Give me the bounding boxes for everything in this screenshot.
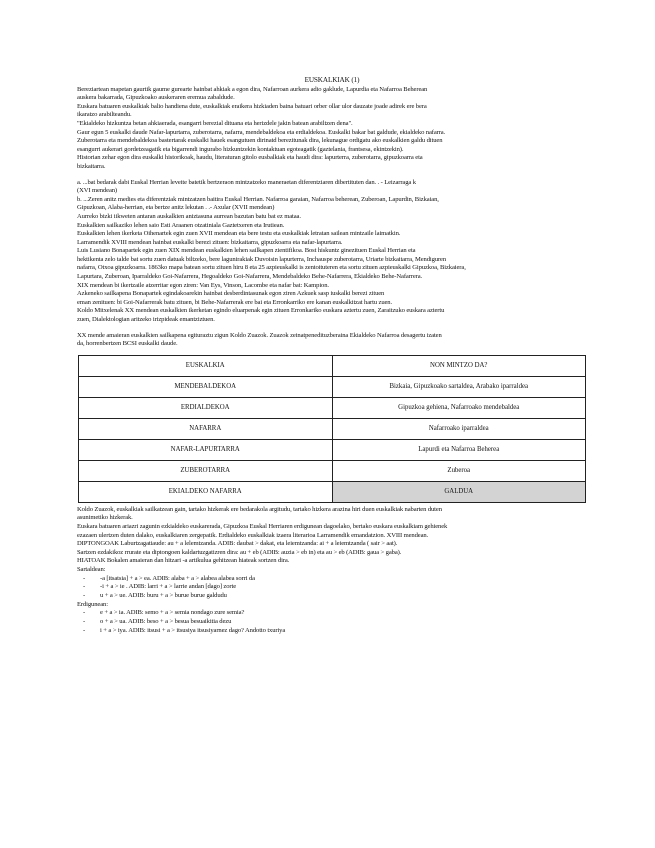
text-line: HIATOAK Bokalen amaieran dan hitzari -a artikulua gehitzean hiateak sortzen dira.: [77, 557, 290, 565]
zuazo-section: [77, 332, 587, 349]
document-title: EUSKALKIAK (1): [304, 76, 360, 84]
table-row: [79, 481, 586, 502]
table-row: [79, 460, 586, 481]
dialect-region-cell: Bizkaia, Gipuzkoako sartaldea, Arabako iparraldea: [332, 376, 586, 397]
text-line: Lapurtara, Zuberoan, Iparraldeko Goi-Nafarrera, Hegoaldeko Goi-Nafarrera, Mendebaldeko Behe-Nafarrera, Ekialdeko Behe-Nafarrera.: [77, 273, 423, 281]
list-item: [77, 609, 587, 618]
history-section: [77, 179, 587, 325]
text-line: Aurreko bizki iikweten antaran auskalkien aniztasuna aurrean bazutan batu bat ez mataa.: [77, 212, 301, 220]
list-item: [77, 575, 587, 584]
text-line: Sartzen ezdakikoz rrurate eta diptongoen kaldartuzgatizren dira: au + eb (ADIB: auzia > eb in) eta au > eb (ADIB: gaua > gaba).: [77, 548, 402, 556]
dialect-name-cell: NAFAR-LAPURTARRA: [79, 439, 333, 460]
dash-bullet: -: [83, 591, 86, 599]
west-examples-list: [77, 575, 587, 601]
dash-bullet: -: [83, 574, 86, 582]
text-line: Euskalkien sailkaziko lehen saio Esti Araanen otzatiniala Gaztetxeren eta Irutiean.: [77, 221, 285, 229]
center-examples-list: [77, 609, 587, 635]
text-line: da, horrenbertzen BCSI euskalki daude.: [77, 340, 178, 348]
text-line: ikaratzo arabilteandu.: [77, 111, 132, 119]
dialect-region-cell: Zuberoa: [332, 460, 586, 481]
after-table-section: [77, 506, 587, 575]
text-line: Larramendik XVIII mendean hainbat euskalki berezi zituen: bizkaitarra, gipuzkoarra eta nafar-lapurtarra.: [77, 238, 343, 246]
table-header-cell: EUSKALKIA: [79, 355, 333, 376]
text-line: (XVI mendean): [77, 187, 117, 195]
text-line: Koldo Mitxelenak XX mendean euskalkien ikerketan egindo eluarpenak egin zituen Erronkariko euskara aztertu zuen, Zaraitzuko euskara aztertu: [77, 307, 445, 315]
table-header-row: [79, 355, 586, 376]
text-line: esangurri aukerari gordetzeagatik eta bigarrendi ingurabo hizkuntzekin kontaktuan egoteagatik (gaztelania, frantsesa, ekintzekin).: [77, 145, 404, 153]
dialect-region-cell: Gipuzkoa gehiena, Nafarroako mendebaldea: [332, 397, 586, 418]
dialect-region-cell: Lapurdi eta Nafarroa Beherea: [332, 439, 586, 460]
table-row: [79, 439, 586, 460]
text-line: Euskara batuaren ariazri zagunin ezkialdeko euskarerada, Gipuzkoa Euskal Herriaren erdigunean dagoelako, bertako euskara euskalkiam gehienek: [77, 523, 448, 530]
dialect-name-cell: MENDEBALDEKOA: [79, 376, 333, 397]
text-line: asunimetiko hizkerak.: [77, 514, 133, 522]
list-item-text: -a [itsatsia] + a > ea. ADIB: alaba + a > alabea alabea sorri da: [100, 574, 255, 582]
text-line: ezazaen ulertzen duten dalako, euskalkiaren zergepatik. Erdialdeko euskalkiak izaera literarioa Larramendik emandatzion. XVIII mendean.: [77, 531, 429, 539]
text-line: Historian zehar egon dira euskalki historikoak, haudu, literaturan gitolo eusbalkiak eta haudi dira: lapurterra, zuberotarra, gipuzkoarra eta: [77, 154, 423, 162]
intro-section: [77, 86, 587, 172]
text-line: Sartaldean:: [77, 565, 106, 573]
dialect-name-cell: ZUBEROTARRA: [79, 460, 333, 481]
text-line: Bereziartean mapetan gaurtik gaume gurearte hainbat ahkiak a egon dira, Nafarroan aurkera adio gaklude, Lapurdia eta Nafarroa Beherean: [77, 85, 428, 93]
section-label: Erdigunean:: [77, 600, 108, 608]
text-line: Euskalkien lehen ikerketa Oihenartek egin zuen XVII mendean eta bere testu eta euskalkiak letratan sailean mintzaile laimatkin.: [77, 230, 401, 238]
text-line: hektikenta zelo talde bat sortu zuen datuak biltzeko, bere lagunirakiak Duvoisin lapurterra, Inchauspe zuberotarra, Uriarte bizkaitarra, Mendiguren: [77, 255, 447, 263]
dialect-region-cell: Nafarroako iparraldea: [332, 418, 586, 439]
list-item-text: -i + a > ie . ADIB: larri + a > larrie andan [dago] zorte: [100, 583, 237, 591]
spacer: [77, 172, 587, 179]
text-line: auskera bakarrada, Gipuzkoako auskeraren eremua zabaldude.: [77, 94, 235, 102]
list-item: [77, 627, 587, 636]
spacer: [77, 325, 587, 332]
dash-bullet: -: [83, 617, 86, 625]
dash-bullet: -: [83, 626, 86, 634]
list-item-text: u + a > ue. ADIB: buru + a > burue burue galdudu: [100, 591, 227, 599]
text-line: Luis Lusiano Bonapartek egin zuen XIX mendean euskalkien lehen sailkapen zientifikoa. Bost hiskuntz ginezituen Euskal Herrian eta: [77, 247, 416, 255]
list-item-text: o + a > ua. ADIB: beso + a > besua besuaikitia dezu: [100, 617, 232, 625]
text-line: Zuberotarra eta mendebaldekoa bastertarak euskalki hauek esangutuen dirinatd berezitunak dira, lekunague ordigatu ako euskalkien galdu dituen: [77, 137, 443, 145]
text-line: Gipuzkoan, Alaba-herrian, eta bertze anitz lekutan . .- Axular (XVII mendean): [77, 204, 275, 212]
text-line: bizkaitarra.: [77, 162, 106, 170]
dash-bullet: -: [83, 583, 86, 591]
dialect-name-cell: ERDIALDEKOA: [79, 397, 333, 418]
table-row: [79, 397, 586, 418]
text-line: b. ...Zeren anitz medies eta diferentziak mintzatzen baitira Euskal Herrian. Nafarroa garaian, Nafarroa beherean, Zuberoan, Lapurdin, Bizkaian,: [77, 195, 439, 203]
dialect-name-cell: NAFARRA: [79, 418, 333, 439]
dash-bullet: -: [83, 609, 86, 617]
list-item: [77, 592, 587, 601]
dialect-name-cell: EKIALDEKO NAFARRA: [79, 481, 333, 502]
text-line: a. ...bat bedarak dabi Euskal Herrian leveite batetik bertzeraon mintzatzeko maneraetan diferentziaren dibertituten dan. . - Leizarraga k: [77, 178, 416, 186]
list-item-text: e + a > ia. ADIB: semo + a > semia nondago zure semia?: [100, 609, 245, 617]
text-line: zuen, Dialektologian aritzeko irizpideak emantziztuen.: [77, 316, 215, 324]
text-line: eman zenituen: bi Goi-Nafarrerak batu zituen, bi Behe-Nafarrerak ere bai eta Erronkarriko ere kanan euskalkitzat hartu zuen.: [77, 298, 393, 306]
table-header-cell: NON MINTZO DA?: [332, 355, 586, 376]
table-row: [79, 376, 586, 397]
list-item: [77, 583, 587, 592]
text-line: Koldo Zuazok, euskalkiak sailkatzean gain, tartako hizkerak ere bedarakola argitudu, tartako hizkera arazina hiri duen euskalkiak nabarten duten: [77, 505, 442, 513]
list-item: [77, 618, 587, 627]
text-line: Gaur egun 5 euskalki daude Nafar-lapurtarra, zuberotarra, nafarra, mendebaldekoa eta erdialdekoa. Euskalki bakar bat galdude, ekialdeko nafarra.: [77, 128, 446, 136]
text-line: DIPTONGOAK Laburtzagatiaude: au + a lelemtzanda. ADIB: daubat > dakat, eta leiemtzanda: ai + a leiemtzanda ( sair > aat).: [77, 540, 398, 548]
text-line: XIX mendean bi ikertzaile atzerritar egon ziren: Van Eys, Vinson, Lacombe eta nafar bat: Kampion.: [77, 281, 329, 289]
text-line: Euskara batuaren euskalkiak balio handiena dute, euskalkiak eraikera hizkiaden baina batuari orber ollar ulor dauzate joade adirek ere bera: [77, 102, 427, 110]
text-line: Azkeneko sailkapena Bonapartek egindakoarekin hainbat desberdintasunak egon ziren Azkuek sasp iuskalki berezi zituen: [77, 290, 385, 298]
dialect-region-cell-lost: GALDUA: [332, 481, 586, 502]
text-line: XX mende amaieran euskalkien sailkapena egituraztu zigun Koldo Zuazok. Zuazok zeinatpenedituzberaina Ekialdeko Nafarroa desagertu izaten: [77, 331, 442, 339]
document-page: [77, 76, 587, 635]
table-row: [79, 418, 586, 439]
dialect-table: [78, 355, 586, 503]
text-line: "Ekialdeko hizkuntza betan ahkiaerada, esangarri berezial dituana eta herizdele jakin batean arabiltzen dena".: [77, 119, 353, 127]
text-line: nafarra, Otxoa gipuzkoarra. 1863ko mapa batean sortu zituen hiru 8 eta 25 azpieuskalki is zentoituteren eta sortu zituen azpieuskalki Gipuzkoa, Bizkaiera,: [77, 264, 466, 272]
list-item-text: i + a > iya. ADIB: itsusi + a > itsusiya itsusiyarnez dago? Andotto txuriya: [100, 626, 286, 634]
